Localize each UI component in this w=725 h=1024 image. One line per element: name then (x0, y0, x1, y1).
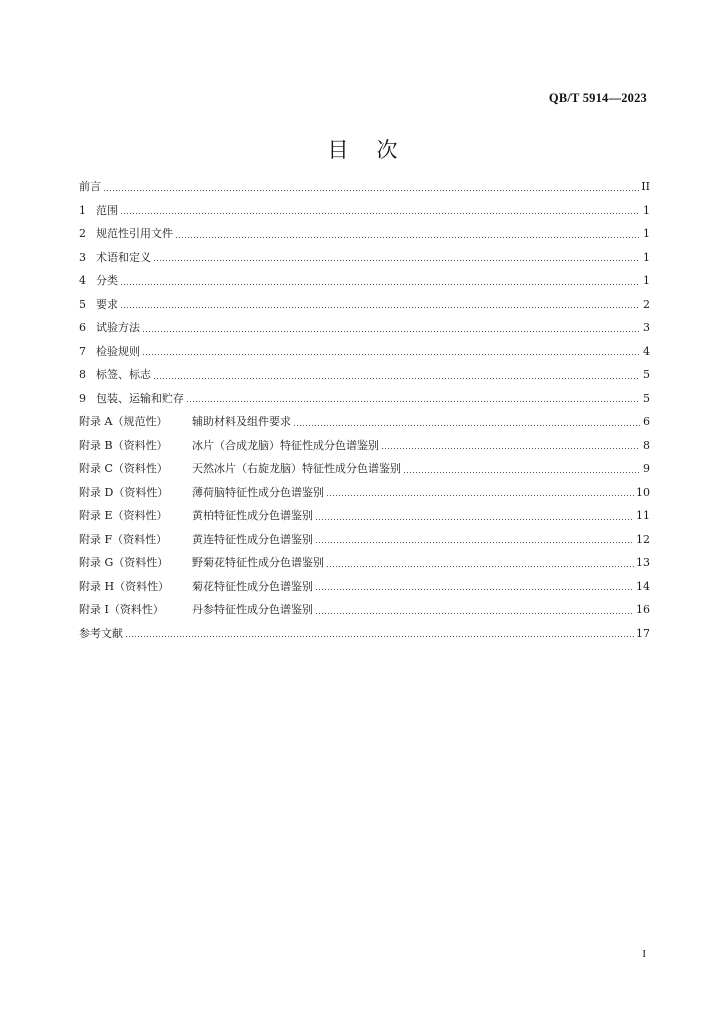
toc-dot-leader (186, 401, 640, 402)
toc-dot-leader (142, 354, 640, 355)
toc-dot-leader (403, 472, 640, 473)
toc-dot-leader (315, 589, 634, 590)
toc-dot-leader (326, 495, 634, 496)
page-title: 目次 (327, 138, 426, 162)
toc-entry-label: 检验规则 (96, 344, 140, 358)
toc-entry[interactable] (79, 575, 650, 599)
toc-dot-leader (125, 636, 634, 637)
toc-entry[interactable] (79, 551, 650, 575)
toc-entry-number: 8 (79, 368, 86, 381)
toc-entry[interactable] (79, 457, 650, 481)
toc-entry-number: 4 (79, 274, 86, 287)
toc-dot-leader (153, 378, 640, 379)
toc-dot-leader (175, 237, 640, 238)
toc-entry-page: 3 (643, 321, 650, 334)
toc-entry-number: 1 (79, 203, 86, 217)
toc-entry[interactable] (79, 481, 650, 505)
toc-entry-label: 参考文献 (79, 626, 123, 640)
toc-entry[interactable] (79, 504, 650, 528)
toc-entry-label: 黄连特征性成分色谱鉴别 (192, 532, 313, 546)
toc-entry-page: 8 (643, 438, 650, 452)
toc-entry-page: 2 (643, 297, 650, 311)
toc-entry[interactable] (79, 363, 650, 387)
toc-entry[interactable] (79, 434, 650, 458)
toc-dot-leader (120, 284, 640, 285)
toc-dot-leader (293, 425, 640, 426)
toc-entry-page: 9 (643, 462, 650, 475)
toc-entry-annex-prefix: 附录 C（资料性） (79, 462, 168, 475)
toc-entry[interactable] (79, 528, 650, 552)
toc-entry-page: 1 (643, 227, 650, 240)
toc-entry-label: 薄荷脑特征性成分色谱鉴别 (192, 485, 324, 499)
toc-entry[interactable] (79, 246, 650, 270)
toc-entry-label: 天然冰片（右旋龙脑）特征性成分色谱鉴别 (192, 462, 401, 475)
toc-entry-label: 前言 (79, 180, 101, 193)
toc-entry-page: 14 (636, 579, 650, 593)
toc-entry-page: II (641, 180, 650, 193)
toc-entry-annex-prefix: 附录 F（资料性） (79, 532, 168, 546)
toc-dot-leader (142, 331, 640, 332)
toc-dot-leader (315, 519, 634, 520)
toc-entry-page: 1 (643, 274, 650, 287)
toc-dot-leader (153, 260, 640, 261)
toc-entry[interactable] (79, 222, 650, 246)
toc-entry-page: 4 (643, 344, 650, 358)
toc-entry-label: 范围 (96, 203, 118, 217)
toc-entry-page: 17 (636, 626, 650, 640)
toc-entry-label: 丹参特征性成分色谱鉴别 (192, 603, 313, 616)
toc-entry-number: 2 (79, 227, 86, 240)
toc-entry-page: 16 (636, 603, 650, 616)
toc-entry-annex-prefix: 附录 H（资料性） (79, 579, 170, 593)
toc-entry-label: 标签、标志 (96, 368, 151, 381)
table-of-contents (79, 175, 650, 645)
toc-entry-label: 包装、运输和贮存 (96, 391, 184, 405)
toc-entry-page: 11 (636, 509, 650, 522)
toc-dot-leader (120, 213, 640, 214)
toc-entry-label: 辅助材料及组件要求 (192, 415, 291, 428)
toc-entry-number: 9 (79, 391, 86, 405)
toc-entry[interactable] (79, 340, 650, 364)
toc-entry-page: 13 (636, 556, 650, 569)
toc-entry[interactable] (79, 293, 650, 317)
toc-entry-annex-prefix: 附录 B（资料性） (79, 438, 168, 452)
toc-dot-leader (381, 448, 640, 449)
toc-entry[interactable] (79, 410, 650, 434)
toc-entry-annex-prefix: 附录 I（资料性） (79, 603, 164, 616)
toc-dot-leader (103, 190, 639, 191)
toc-dot-leader (120, 307, 640, 308)
standard-code: QB/T 5914—2023 (548, 91, 647, 105)
toc-entry[interactable] (79, 175, 650, 199)
toc-entry-page: 1 (643, 250, 650, 264)
toc-entry[interactable] (79, 598, 650, 622)
toc-entry-label: 野菊花特征性成分色谱鉴别 (192, 556, 324, 569)
toc-entry-page: 12 (636, 532, 650, 546)
toc-entry-label: 规范性引用文件 (96, 227, 173, 240)
toc-entry-page: 6 (643, 415, 650, 428)
toc-entry-page: 1 (643, 203, 650, 217)
toc-entry-label: 术语和定义 (96, 250, 151, 264)
toc-entry-number: 6 (79, 321, 86, 334)
toc-entry-label: 要求 (96, 297, 118, 311)
toc-dot-leader (315, 613, 634, 614)
toc-entry-label: 黄柏特征性成分色谱鉴别 (192, 509, 313, 522)
toc-entry[interactable] (79, 269, 650, 293)
toc-entry-number: 7 (79, 344, 86, 358)
toc-entry-annex-prefix: 附录 A（规范性） (79, 415, 168, 428)
toc-entry[interactable] (79, 387, 650, 411)
toc-entry-number: 5 (79, 297, 86, 311)
toc-entry-number: 3 (79, 250, 86, 264)
toc-dot-leader (326, 566, 634, 567)
toc-entry-annex-prefix: 附录 G（资料性） (79, 556, 169, 569)
toc-entry-label: 菊花特征性成分色谱鉴别 (192, 579, 313, 593)
toc-entry-page: 5 (643, 368, 650, 381)
toc-entry[interactable] (79, 622, 650, 646)
toc-entry-page: 5 (643, 391, 650, 405)
page-number: I (642, 948, 646, 960)
toc-entry-annex-prefix: 附录 E（资料性） (79, 509, 168, 522)
toc-entry-label: 试验方法 (96, 321, 140, 334)
toc-entry[interactable] (79, 316, 650, 340)
toc-entry-annex-prefix: 附录 D（资料性） (79, 485, 169, 499)
toc-entry[interactable] (79, 199, 650, 223)
toc-dot-leader (315, 542, 634, 543)
toc-entry-label: 分类 (96, 274, 118, 287)
toc-entry-label: 冰片（合成龙脑）特征性成分色谱鉴别 (192, 438, 379, 452)
toc-entry-page: 10 (636, 485, 650, 499)
